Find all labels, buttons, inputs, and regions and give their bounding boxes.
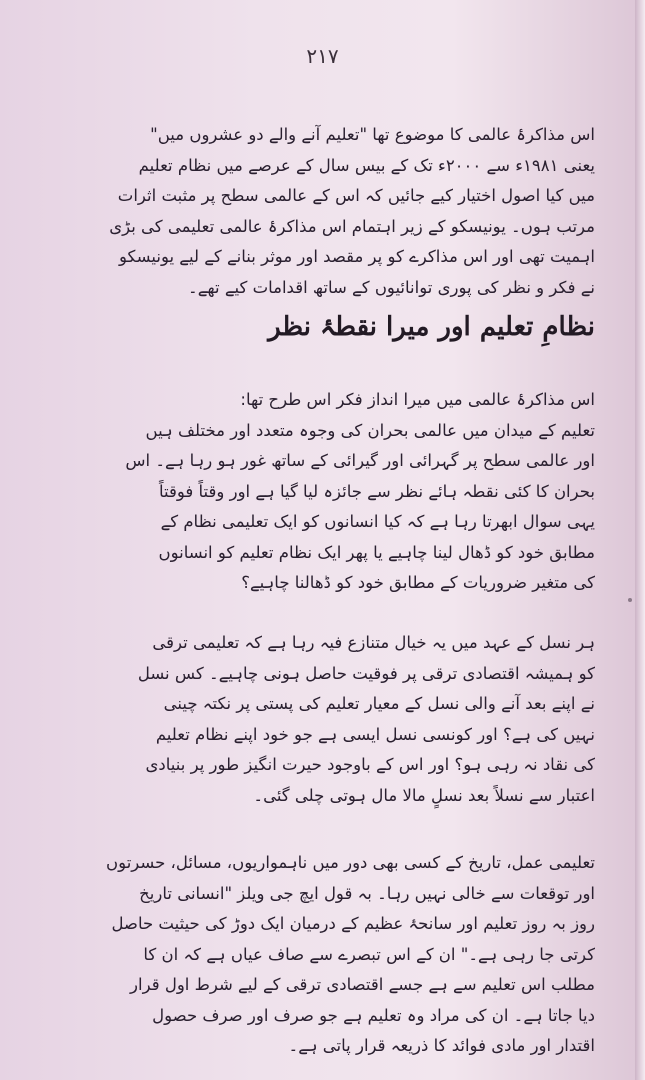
paragraph-1: [80, 120, 595, 303]
text-line: نے اپنے بعد آنے والی نسل کے معیار تعلیم کی پستی پر نکتہ چینی: [163, 694, 595, 713]
section-heading: نظامِ تعلیم اور میرا نقطۂ نظر: [268, 312, 595, 342]
text-line: یہی سوال ابھرتا رہا ہے کہ کیا انسانوں کو ایک تعلیمی نظام کے: [160, 512, 595, 531]
text-line: مطلب اس تعلیم سے ہے جسے اقتصادی ترقی کے لیے شرط اول قرار: [130, 975, 595, 994]
page-number: ۲۱۷: [306, 44, 339, 68]
text-line: ہر نسل کے عہد میں یہ خیال متنازع فیہ رہا ہے کہ تعلیمی ترقی: [152, 633, 595, 652]
text-line: اعتبار سے نسلاً بعد نسلٍ مالا مال ہوتی چلی گئی۔: [253, 785, 595, 805]
text-line: تعلیمی عمل، تاریخ کے کسی بھی دور میں ناہمواریوں، مسائل، حسرتوں: [106, 853, 595, 872]
text-line: یعنی ۱۹۸۱ء سے ۲۰۰۰ء تک کے بیس سال کے عرصے میں نظام تعلیم: [138, 155, 595, 175]
paragraph-2: [80, 385, 595, 599]
text-line: بحران کا کئی نقطہ ہائے نظر سے جائزہ لیا گیا ہے اور وقتاً فوقتاً: [158, 481, 595, 501]
paragraph-4: [80, 848, 595, 1062]
text-line: مطابق خود کو ڈھال لینا چاہیے یا پھر ایک نظام تعلیم کو انسانوں: [158, 542, 595, 562]
text-line: نے فکر و نظر کی پوری توانائیوں کے ساتھ اقدامات کیے تھے۔: [188, 277, 595, 297]
text-line: روز بہ روز تعلیم اور سانحۂ عظیم کے درمیان ایک دوڑ کی حیثیت حاصل: [111, 914, 595, 933]
text-line: تعلیم کے میدان میں عالمی بحران کی وجوہ متعدد اور مختلف ہیں: [145, 420, 595, 440]
text-line: کی متغیر ضروریات کے مطابق خود کو ڈھالنا چاہیے؟: [241, 573, 595, 592]
text-line: اس مذاکرۂ عالمی کا موضوع تھا "تعلیم آنے والے دو عشروں میں": [150, 125, 595, 144]
text-line: میں کیا اصول اختیار کیے جائیں کہ اس کے عالمی سطح پر مثبت اثرات: [117, 186, 595, 205]
text-line: کو ہمیشہ اقتصادی ترقی پر فوقیت حاصل ہونی چاہیے۔ کس نسل: [137, 663, 595, 683]
text-line: کرتی جا رہی ہے۔" ان کے اس تبصرے سے صاف عیاں ہے کہ ان کا: [143, 944, 595, 964]
text-line: اور عالمی سطح پر گہرائی اور گیرائی کے ساتھ غور ہو رہا ہے۔ اس: [125, 451, 595, 470]
page-edge: [635, 0, 645, 1080]
paragraph-3: [80, 628, 595, 811]
text-line: اس مذاکرۂ عالمی میں میرا انداز فکر اس طرح تھا:: [240, 390, 595, 409]
text-line: کی نقاد نہ رہی ہو؟ اور اس کے باوجود حیرت انگیز طور پر بنیادی: [145, 755, 595, 774]
text-line: نہیں کی ہے؟ اور کونسی نسل ایسی ہے جو خود اپنے نظام تعلیم: [155, 724, 595, 744]
text-line: اور توقعات سے خالی نہیں رہا۔ بہ قول ایچ جی ویلز "انسانی تاریخ: [139, 883, 595, 903]
text-line: دیا جاتا ہے۔ ان کی مراد وہ تعلیم ہے جو صرف اور صرف حصول: [152, 1005, 595, 1025]
margin-mark: [628, 598, 632, 602]
text-line: مرتب ہوں۔ یونیسکو کے زیر اہتمام اس مذاکرۂ عالمی تعلیمی کی بڑی: [109, 216, 595, 236]
text-line: اہمیت تھی اور اس مذاکرے کو پر مقصد اور موثر بنانے کے لیے یونیسکو: [119, 247, 595, 266]
text-line: اقتدار اور مادی فوائد کا ذریعہ قرار پاتی ہے۔: [288, 1036, 595, 1055]
